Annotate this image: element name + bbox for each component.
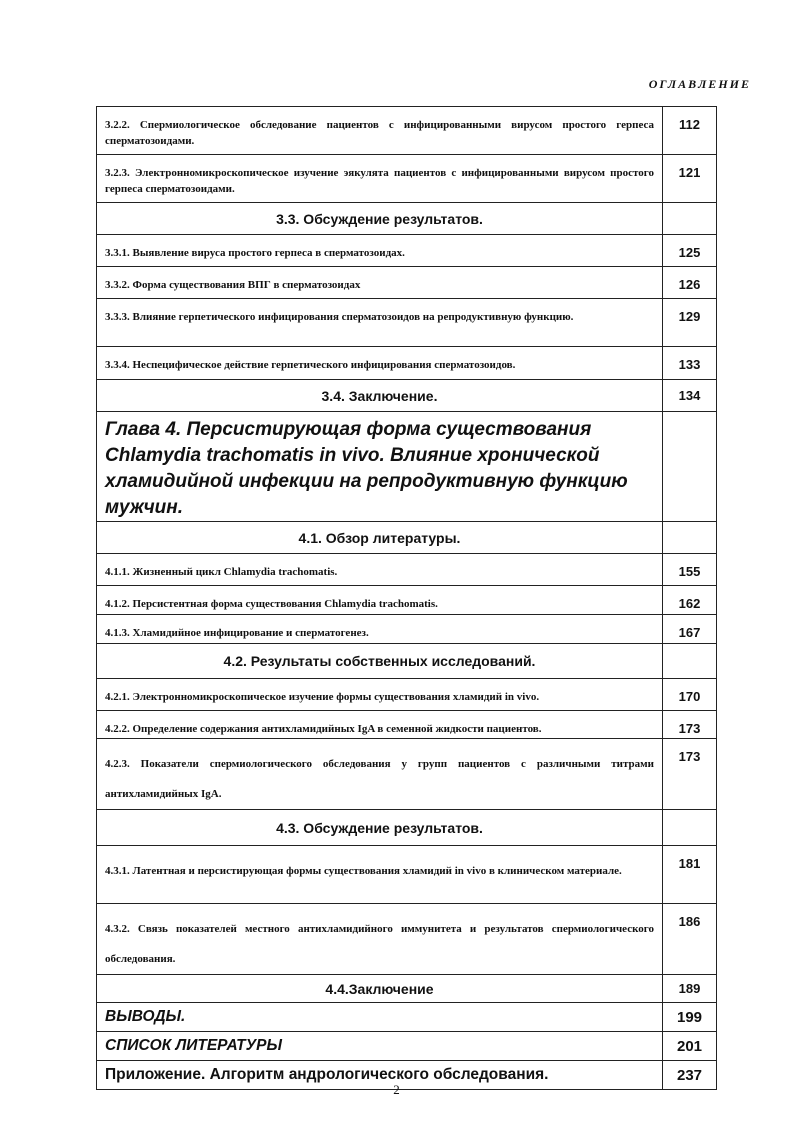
toc-row bbox=[97, 586, 717, 615]
toc-row bbox=[97, 299, 717, 347]
toc-chapter-row bbox=[97, 412, 717, 522]
toc-page-number: 162 bbox=[663, 586, 717, 615]
toc-entry-text: 3.3.3. Влияние герпетического инфицирования сперматозоидов на репродуктивную функцию. bbox=[97, 299, 663, 347]
toc-entry-text: 4.3.1. Латентная и персистирующая формы существования хламидий in vivo в клиническом материале. bbox=[97, 846, 663, 904]
toc-section-row bbox=[97, 522, 717, 554]
toc-entry-text: 3.3.2. Форма существования ВПГ в сперматозоидах bbox=[97, 267, 663, 299]
toc-row bbox=[97, 347, 717, 380]
toc-section-row bbox=[97, 203, 717, 235]
toc-page-number: 112 bbox=[663, 107, 717, 155]
toc-section-title: 4.1. Обзор литературы. bbox=[97, 522, 663, 554]
toc-page-number: 133 bbox=[663, 347, 717, 380]
toc-row bbox=[97, 267, 717, 299]
toc-bibliography-title: СПИСОК ЛИТЕРАТУРЫ bbox=[97, 1032, 663, 1061]
toc-page-number: 181 bbox=[663, 846, 717, 904]
running-header: ОГЛАВЛЕНИЕ bbox=[648, 77, 751, 91]
toc-section-title: 3.3. Обсуждение результатов. bbox=[97, 203, 663, 235]
toc-page-number: 173 bbox=[663, 739, 717, 810]
toc-page-number: 125 bbox=[663, 235, 717, 267]
toc-entry-text: 4.1.1. Жизненный цикл Chlamydia trachomatis. bbox=[97, 554, 663, 586]
toc-section-title: 3.4. Заключение. bbox=[97, 380, 663, 412]
toc-conclusions-title: ВЫВОДЫ. bbox=[97, 1003, 663, 1032]
toc-entry-text: 4.2.1. Электронномикроскопическое изучение формы существования хламидий in vivo. bbox=[97, 679, 663, 711]
toc-row bbox=[97, 235, 717, 267]
toc-entry-text: 3.3.1. Выявление вируса простого герпеса в сперматозоидах. bbox=[97, 235, 663, 267]
toc-row bbox=[97, 554, 717, 586]
toc-section-title: 4.2. Результаты собственных исследований. bbox=[97, 644, 663, 679]
toc-page-number: 126 bbox=[663, 267, 717, 299]
toc-page-number: 129 bbox=[663, 299, 717, 347]
toc-page-number: 189 bbox=[663, 975, 717, 1003]
toc-entry-text: 4.1.3. Хламидийное инфицирование и сперматогенез. bbox=[97, 615, 663, 644]
toc-page-number: 134 bbox=[663, 380, 717, 412]
toc-page-number bbox=[663, 412, 717, 522]
toc-table bbox=[96, 106, 717, 1090]
toc-entry-text: 3.3.4. Неспецифическое действие герпетического инфицирования сперматозоидов. bbox=[97, 347, 663, 380]
toc-page-number: 237 bbox=[663, 1061, 717, 1090]
toc-page-number bbox=[663, 810, 717, 846]
toc-page-number bbox=[663, 644, 717, 679]
toc-page-number bbox=[663, 203, 717, 235]
toc-row bbox=[97, 615, 717, 644]
page-number: 2 bbox=[393, 1082, 400, 1097]
toc-row bbox=[97, 1032, 717, 1061]
toc-section-title: 4.3. Обсуждение результатов. bbox=[97, 810, 663, 846]
toc-section-title: 4.4.Заключение bbox=[97, 975, 663, 1003]
toc-entry-text: 4.3.2. Связь показателей местного антихламидийного иммунитета и результатов спермиологического обследования. bbox=[97, 904, 663, 975]
toc-page-number: 173 bbox=[663, 711, 717, 739]
toc-section-row bbox=[97, 644, 717, 679]
toc-entry-text: 4.2.3. Показатели спермиологического обследования у групп пациентов с различными титрами антихламидийных IgA. bbox=[97, 739, 663, 810]
toc-appendix-title: Приложение. Алгоритм андрологического обследования. bbox=[97, 1061, 663, 1090]
toc-section-row bbox=[97, 975, 717, 1003]
toc-row bbox=[97, 904, 717, 975]
toc-entry-text: 3.2.2. Спермиологическое обследование пациентов с инфицированными вирусом простого герпеса сперматозоидами. bbox=[97, 107, 663, 155]
toc-page-number: 167 bbox=[663, 615, 717, 644]
toc-row bbox=[97, 846, 717, 904]
toc-page-number: 170 bbox=[663, 679, 717, 711]
toc-row bbox=[97, 739, 717, 810]
toc-chapter-title: Глава 4. Персистирующая форма существования Chlamydia trachomatis in vivo. Влияние хронической хламидийной инфекции на репродуктивную функцию мужчин. bbox=[97, 412, 663, 522]
toc-row bbox=[97, 155, 717, 203]
toc-page-number: 121 bbox=[663, 155, 717, 203]
toc-page-number: 199 bbox=[663, 1003, 717, 1032]
toc-entry-text: 3.2.3. Электронномикроскопическое изучение эякулята пациентов с инфицированными вирусом простого герпеса сперматозоидами. bbox=[97, 155, 663, 203]
toc-entry-text: 4.2.2. Определение содержания антихламидийных IgA в семенной жидкости пациентов. bbox=[97, 711, 663, 739]
toc-section-row bbox=[97, 380, 717, 412]
toc-row bbox=[97, 679, 717, 711]
toc-page-number: 201 bbox=[663, 1032, 717, 1061]
toc-entry-text: 4.1.2. Персистентная форма существования Chlamydia trachomatis. bbox=[97, 586, 663, 615]
toc-page-number: 186 bbox=[663, 904, 717, 975]
toc-row bbox=[97, 711, 717, 739]
toc-row bbox=[97, 1003, 717, 1032]
toc-section-row bbox=[97, 810, 717, 846]
toc-page-number bbox=[663, 522, 717, 554]
toc-row bbox=[97, 107, 717, 155]
toc-page-number: 155 bbox=[663, 554, 717, 586]
